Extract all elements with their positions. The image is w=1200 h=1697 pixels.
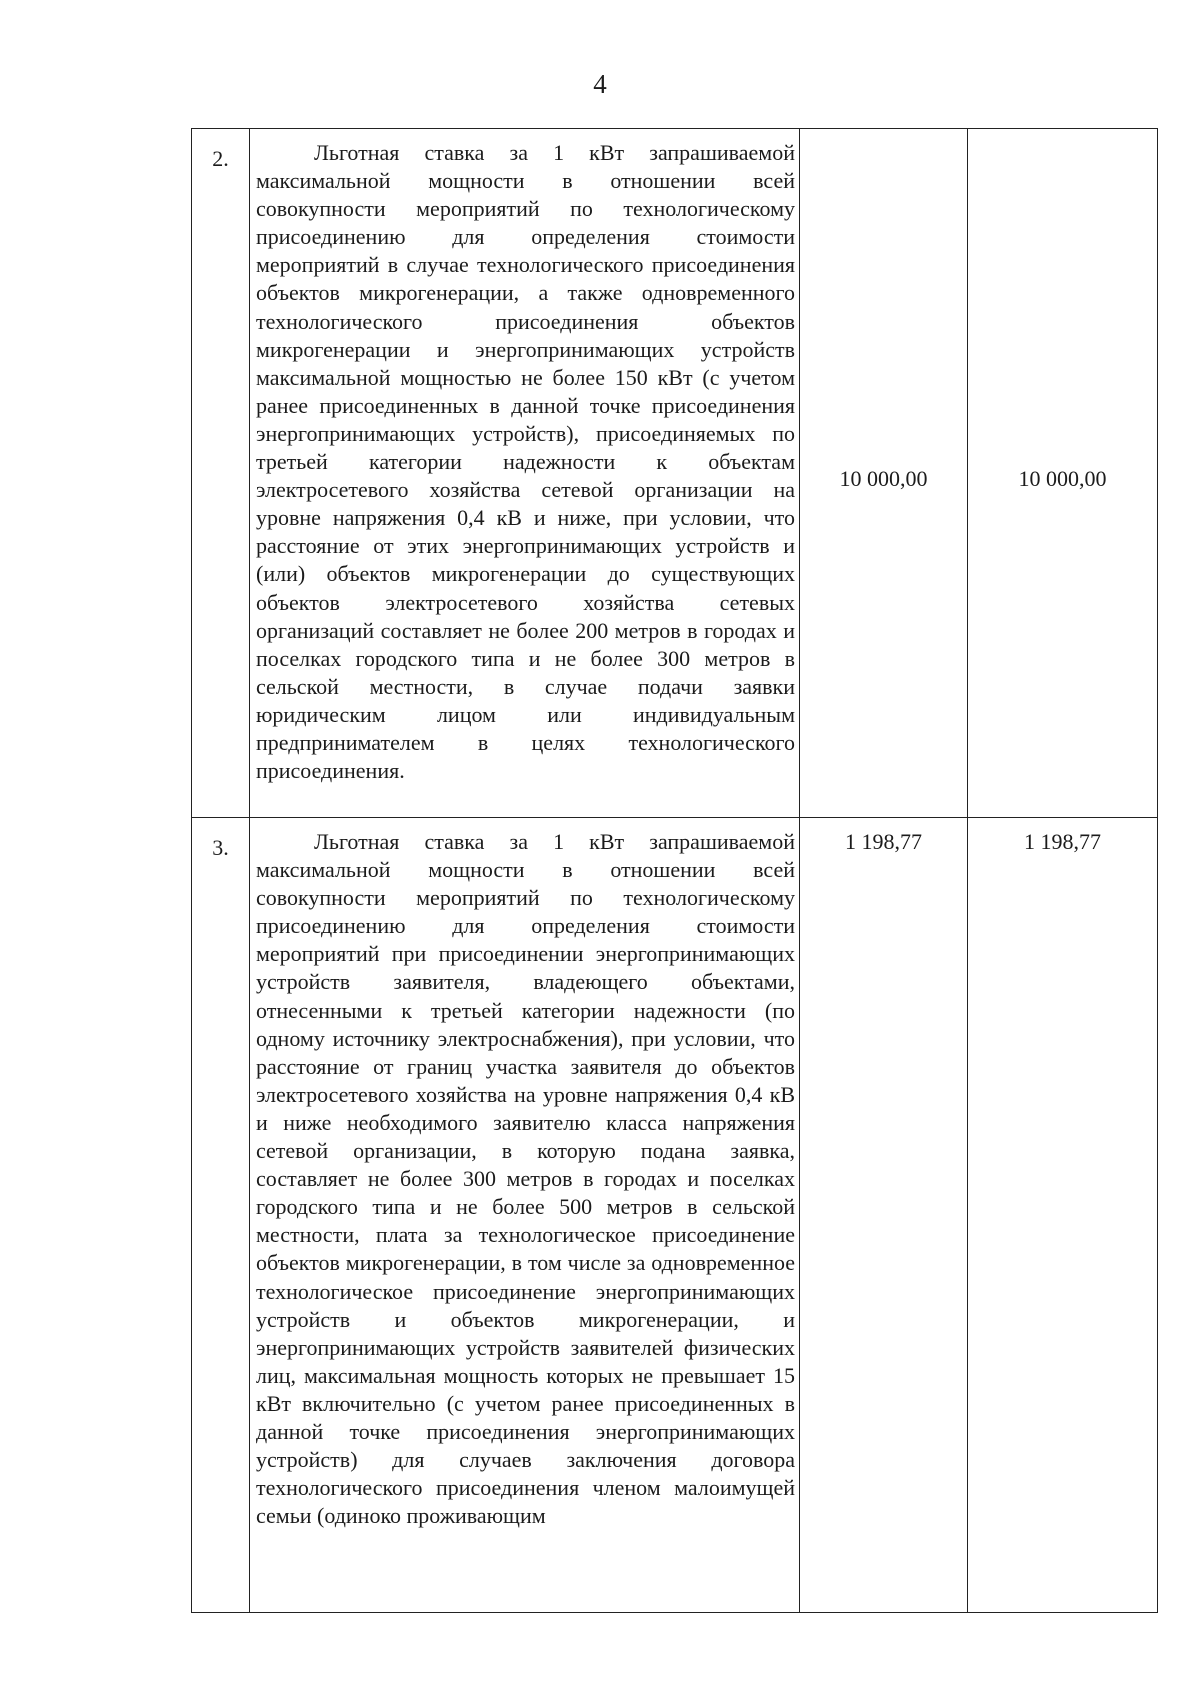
tariff-table	[191, 128, 1158, 1613]
rate-value-2: 10 000,00	[968, 129, 1158, 818]
row-description-cell	[250, 818, 800, 1613]
row-description: Льготная ставка за 1 кВт запрашиваемой максимальной мощности в отношении всей совокупности мероприятий по технологическому присоединению для определения стоимости мероприятий в случае технологического присоединения объектов микрогенерации, а также одновременного технологического присоединения объектов микрогенерации и энергопринимающих устройств максимальной мощностью не более 150 кВт (с учетом ранее присоединенных в данной точке присоединения энергопринимающих устройств), присоединяемых по третьей категории надежности к объектам электросетевого хозяйства сетевой организации на уровне напряжения 0,4 кВ и ниже, при условии, что расстояние от этих энергопринимающих устройств и (или) объектов микрогенерации до существующих объектов электросетевого хозяйства сетевых организаций составляет не более 200 метров в городах и поселках городского типа и не более 300 метров в сельской местности, в случае подачи заявки юридическим лицом или индивидуальным предпринимателем в целях технологического присоединения.	[256, 140, 795, 784]
row-description-cell	[250, 129, 800, 818]
table-row	[192, 129, 1158, 818]
rate-value-1: 1 198,77	[800, 818, 968, 1613]
rate-value-1: 10 000,00	[800, 129, 968, 818]
row-number: 3.	[192, 818, 250, 1613]
page-number: 4	[593, 69, 607, 99]
table-row	[192, 818, 1158, 1613]
row-description: Льготная ставка за 1 кВт запрашиваемой максимальной мощности в отношении всей совокупности мероприятий по технологическому присоединению для определения стоимости мероприятий при присоединении энергопринимающих устройств заявителя, владеющего объектами, отнесенными к третьей категории надежности (по одному источнику электроснабжения), при условии, что расстояние от границ участка заявителя до объектов электросетевого хозяйства на уровне напряжения 0,4 кВ и ниже необходимого заявителю класса напряжения сетевой организации, в которую подана заявка, составляет не более 300 метров в городах и поселках городского типа и не более 500 метров в сельской местности, плата за технологическое присоединение объектов микрогенерации, в том числе за одновременное технологическое присоединение энергопринимающих устройств и объектов микрогенерации, и энергопринимающих устройств заявителей физических лиц, максимальная мощность которых не превышает 15 кВт включительно (с учетом ранее присоединенных в данной точке присоединения энергопринимающих устройств) для случаев заключения договора технологического присоединения членом малоимущей семьи (одиноко проживающим	[256, 829, 795, 1529]
row-number: 2.	[192, 129, 250, 818]
rate-value-2: 1 198,77	[968, 818, 1158, 1613]
